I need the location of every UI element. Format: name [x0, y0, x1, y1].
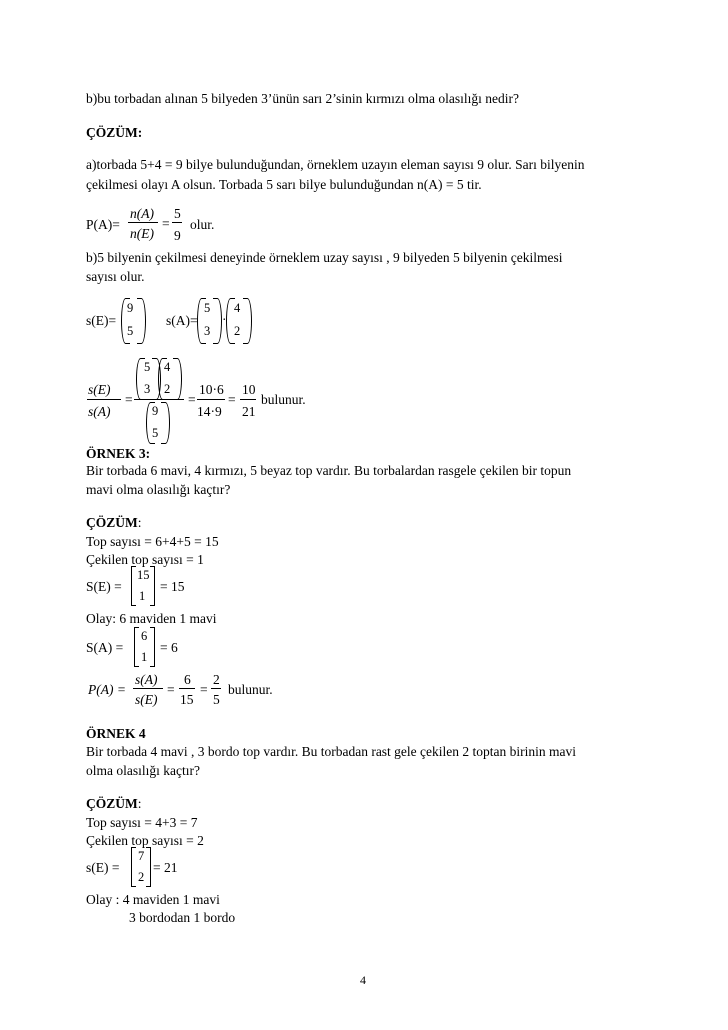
fraction-bar — [172, 222, 182, 223]
ex3-total: Top sayısı = 6+4+5 = 15 — [86, 534, 219, 549]
fraction-bar — [134, 399, 184, 400]
page-number: 4 — [360, 973, 366, 987]
question-b: b)bu torbadan alınan 5 bilyeden 3’ünün sarı 2’sinin kırmızı olma olasılığı nedir? — [86, 91, 520, 106]
fraction-bar — [179, 688, 195, 689]
equals-sign: = — [125, 392, 133, 407]
equals-sign: = — [228, 392, 236, 407]
bulunur-text: bulunur. — [261, 392, 306, 407]
ex4-drawn: Çekilen top sayısı = 2 — [86, 833, 204, 848]
cozum-heading-2: ÇÖZÜM: — [86, 515, 142, 530]
solution-b-line-1: b)5 bilyenin çekilmesi deneyinde örneklem uzay sayısı , 9 bilyeden 5 bilyenin çekilmesi — [86, 250, 563, 265]
solution-b-line-2: sayısı olur. — [86, 269, 145, 284]
denominator: 9 — [174, 228, 181, 243]
ornek3-title: ÖRNEK 3: — [86, 446, 151, 461]
n-e: n(E) — [130, 226, 154, 241]
ornek4-title: ÖRNEK 4 — [86, 726, 146, 741]
right-bracket — [150, 627, 155, 667]
equals-sign: = — [162, 216, 170, 231]
right-paren — [137, 298, 146, 344]
ornek3-text-1: Bir torbada 6 mavi, 4 kırmızı, 5 beyaz top vardır. Bu torbalardan rasgele çekilen bir topun — [86, 463, 572, 478]
fraction-bar — [240, 399, 256, 400]
dot: · — [222, 312, 227, 327]
ornek4-text-1: Bir torbada 4 mavi , 3 bordo top vardır. Bu torbadan rast gele çekilen 2 toptan birinin mavi — [86, 744, 577, 759]
olur-text: olur. — [190, 217, 215, 232]
denominator: 21 — [242, 404, 256, 419]
fraction-bar — [133, 688, 163, 689]
ex3-drawn: Çekilen top sayısı = 1 — [86, 552, 204, 567]
s-a: s(A) — [88, 404, 111, 419]
ex4-event-1: Olay : 4 maviden 1 mavi — [86, 892, 220, 907]
ornek3-text-2: mavi olma olasılığı kaçtır? — [86, 482, 231, 497]
right-paren — [213, 298, 222, 344]
left-bracket — [131, 847, 136, 887]
left-bracket — [131, 566, 136, 606]
equals-sign: = — [167, 682, 175, 697]
right-paren — [243, 298, 252, 344]
denominator: 14·9 — [197, 404, 222, 419]
solution-a-line-2: çekilmesi olayı A olsun. Torbada 5 sarı bilye bulunduğundan n(A) = 5 tir. — [86, 177, 482, 192]
ex4-event-2: 3 bordodan 1 bordo — [129, 910, 236, 925]
left-bracket — [134, 627, 139, 667]
cozum-heading-3: ÇÖZÜM: — [86, 796, 142, 811]
solution-a-line-1: a)torbada 5+4 = 9 bilye bulunduğundan, örneklem uzayın eleman sayısı 9 olur. Sarı bilyenin — [86, 157, 585, 172]
right-paren — [161, 402, 170, 444]
s-e: s(E) — [88, 382, 111, 397]
fraction-bar — [197, 399, 225, 400]
n-a: n(A) — [130, 206, 154, 221]
numerator: 10·6 — [199, 382, 224, 397]
fraction-bar — [211, 688, 221, 689]
ex3-event: Olay: 6 maviden 1 mavi — [86, 611, 217, 626]
numerator: 5 — [174, 206, 181, 221]
equals-sign: = — [200, 682, 208, 697]
right-bracket — [146, 847, 151, 887]
ex4-total: Top sayısı = 4+3 = 7 — [86, 815, 198, 830]
numerator: 10 — [242, 382, 256, 397]
cozum-heading-1: ÇÖZÜM: — [86, 125, 143, 140]
equals-sign: = — [188, 392, 196, 407]
right-bracket — [150, 566, 155, 606]
ornek4-text-2: olma olasılığı kaçtır? — [86, 763, 200, 778]
right-paren — [173, 358, 182, 400]
fraction-bar — [128, 222, 158, 223]
fraction-bar — [87, 399, 121, 400]
